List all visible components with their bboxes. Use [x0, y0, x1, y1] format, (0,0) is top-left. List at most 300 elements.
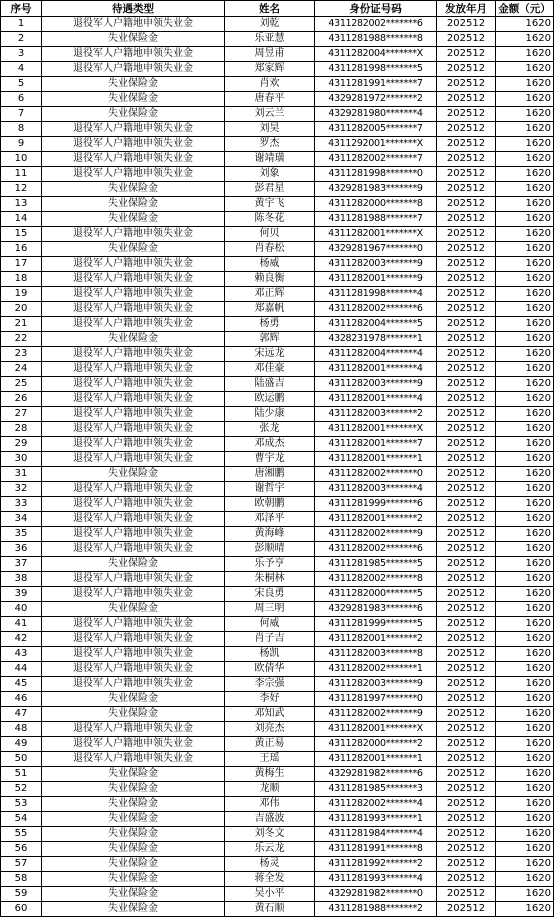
- cell-seq: 23: [1, 347, 42, 362]
- cell-name: 何威: [225, 617, 315, 632]
- cell-amount: 1620: [496, 452, 554, 467]
- cell-name: 彭君星: [225, 182, 315, 197]
- cell-pay-month: 202512: [437, 212, 496, 227]
- cell-benefit-type: 失业保险金: [42, 602, 225, 617]
- cell-pay-month: 202512: [437, 512, 496, 527]
- cell-seq: 28: [1, 422, 42, 437]
- table-row: [1, 692, 554, 707]
- cell-benefit-type: 退役军人户籍地申领失业金: [42, 47, 225, 62]
- cell-id-number: 4329281983*******6: [315, 602, 437, 617]
- cell-benefit-type: 退役军人户籍地申领失业金: [42, 152, 225, 167]
- cell-seq: 12: [1, 182, 42, 197]
- cell-id-number: 4311282002*******6: [315, 17, 437, 32]
- table-row: [1, 497, 554, 512]
- cell-benefit-type: 失业保险金: [42, 332, 225, 347]
- cell-id-number: 4311282002*******0: [315, 467, 437, 482]
- cell-benefit-type: 退役军人户籍地申领失业金: [42, 587, 225, 602]
- cell-id-number: 4311292001*******X: [315, 137, 437, 152]
- cell-id-number: 4311282002*******9: [315, 707, 437, 722]
- cell-id-number: 4329281967*******0: [315, 242, 437, 257]
- table-row: [1, 857, 554, 872]
- cell-benefit-type: 退役军人户籍地申领失业金: [42, 227, 225, 242]
- cell-pay-month: 202512: [437, 677, 496, 692]
- table-row: [1, 737, 554, 752]
- cell-benefit-type: 退役军人户籍地申领失业金: [42, 527, 225, 542]
- table-row: [1, 17, 554, 32]
- table-row: [1, 797, 554, 812]
- cell-seq: 27: [1, 407, 42, 422]
- cell-name: 邓泽平: [225, 512, 315, 527]
- cell-benefit-type: 失业保险金: [42, 707, 225, 722]
- table-row: [1, 617, 554, 632]
- cell-pay-month: 202512: [437, 482, 496, 497]
- cell-name: 陈冬花: [225, 212, 315, 227]
- cell-id-number: 4311282004*******4: [315, 347, 437, 362]
- cell-id-number: 4311282001*******4: [315, 362, 437, 377]
- table-row: [1, 662, 554, 677]
- cell-name: 唐湘鹏: [225, 467, 315, 482]
- cell-seq: 56: [1, 842, 42, 857]
- cell-amount: 1620: [496, 887, 554, 902]
- cell-seq: 18: [1, 272, 42, 287]
- table-row: [1, 257, 554, 272]
- table-row: [1, 377, 554, 392]
- header-benefit-type: 待遇类型: [42, 1, 225, 17]
- cell-pay-month: 202512: [437, 572, 496, 587]
- cell-id-number: 4311281984*******4: [315, 827, 437, 842]
- table-row: [1, 62, 554, 77]
- cell-amount: 1620: [496, 827, 554, 842]
- cell-seq: 32: [1, 482, 42, 497]
- cell-name: 李好: [225, 692, 315, 707]
- cell-pay-month: 202512: [437, 437, 496, 452]
- cell-name: 肖春松: [225, 242, 315, 257]
- cell-amount: 1620: [496, 62, 554, 77]
- cell-benefit-type: 退役军人户籍地申领失业金: [42, 407, 225, 422]
- cell-id-number: 4311281999*******6: [315, 497, 437, 512]
- cell-seq: 25: [1, 377, 42, 392]
- cell-id-number: 4311282001*******7: [315, 437, 437, 452]
- cell-id-number: 4311282004*******X: [315, 47, 437, 62]
- cell-pay-month: 202512: [437, 902, 496, 917]
- table-row: [1, 332, 554, 347]
- cell-amount: 1620: [496, 902, 554, 917]
- cell-pay-month: 202512: [437, 497, 496, 512]
- cell-seq: 50: [1, 752, 42, 767]
- cell-pay-month: 202512: [437, 182, 496, 197]
- cell-pay-month: 202512: [437, 647, 496, 662]
- cell-benefit-type: 退役军人户籍地申领失业金: [42, 422, 225, 437]
- cell-benefit-type: 失业保险金: [42, 92, 225, 107]
- cell-id-number: 4311282003*******9: [315, 257, 437, 272]
- cell-id-number: 4311282001*******2: [315, 632, 437, 647]
- cell-seq: 49: [1, 737, 42, 752]
- cell-seq: 13: [1, 197, 42, 212]
- cell-name: 刘亮杰: [225, 722, 315, 737]
- cell-seq: 51: [1, 767, 42, 782]
- cell-id-number: 4311282000*******5: [315, 587, 437, 602]
- cell-pay-month: 202512: [437, 167, 496, 182]
- cell-name: 黄石顺: [225, 902, 315, 917]
- cell-amount: 1620: [496, 362, 554, 377]
- cell-benefit-type: 退役军人户籍地申领失业金: [42, 362, 225, 377]
- cell-name: 杨勇: [225, 317, 315, 332]
- cell-benefit-type: 退役军人户籍地申领失业金: [42, 662, 225, 677]
- cell-name: 宋良勇: [225, 587, 315, 602]
- cell-amount: 1620: [496, 692, 554, 707]
- cell-id-number: 4311281988*******2: [315, 902, 437, 917]
- table-row: [1, 467, 554, 482]
- cell-pay-month: 202512: [437, 197, 496, 212]
- cell-id-number: 4311281991*******8: [315, 842, 437, 857]
- cell-pay-month: 202512: [437, 707, 496, 722]
- cell-seq: 41: [1, 617, 42, 632]
- table-row: [1, 317, 554, 332]
- cell-pay-month: 202512: [437, 392, 496, 407]
- cell-id-number: 4311281997*******0: [315, 692, 437, 707]
- cell-id-number: 4311281992*******2: [315, 857, 437, 872]
- table-row: [1, 707, 554, 722]
- cell-amount: 1620: [496, 47, 554, 62]
- table-row: [1, 302, 554, 317]
- cell-benefit-type: 退役军人户籍地申领失业金: [42, 752, 225, 767]
- cell-name: 肖子吉: [225, 632, 315, 647]
- cell-pay-month: 202512: [437, 107, 496, 122]
- cell-amount: 1620: [496, 572, 554, 587]
- cell-name: 罗杰: [225, 137, 315, 152]
- table-row: [1, 887, 554, 902]
- cell-id-number: 4311282004*******5: [315, 317, 437, 332]
- cell-seq: 10: [1, 152, 42, 167]
- cell-benefit-type: 失业保险金: [42, 842, 225, 857]
- cell-name: 乐云龙: [225, 842, 315, 857]
- cell-amount: 1620: [496, 482, 554, 497]
- table-row: [1, 122, 554, 137]
- cell-id-number: 4311281988*******7: [315, 212, 437, 227]
- cell-amount: 1620: [496, 512, 554, 527]
- cell-seq: 5: [1, 77, 42, 92]
- cell-id-number: 4311282003*******4: [315, 482, 437, 497]
- cell-seq: 17: [1, 257, 42, 272]
- cell-amount: 1620: [496, 152, 554, 167]
- cell-id-number: 4311281999*******5: [315, 617, 437, 632]
- cell-id-number: 4311281998*******4: [315, 287, 437, 302]
- cell-id-number: 4311282001*******1: [315, 752, 437, 767]
- cell-benefit-type: 失业保险金: [42, 812, 225, 827]
- cell-id-number: 4311282002*******6: [315, 542, 437, 557]
- cell-benefit-type: 退役军人户籍地申领失业金: [42, 452, 225, 467]
- cell-seq: 8: [1, 122, 42, 137]
- cell-pay-month: 202512: [437, 557, 496, 572]
- header-seq: 序号: [1, 1, 42, 17]
- cell-name: 邓佳豪: [225, 362, 315, 377]
- table-row: [1, 362, 554, 377]
- cell-benefit-type: 退役军人户籍地申领失业金: [42, 137, 225, 152]
- table-row: [1, 572, 554, 587]
- cell-id-number: 4328231978*******1: [315, 332, 437, 347]
- cell-benefit-type: 退役军人户籍地申领失业金: [42, 677, 225, 692]
- cell-pay-month: 202512: [437, 587, 496, 602]
- cell-pay-month: 202512: [437, 122, 496, 137]
- cell-amount: 1620: [496, 377, 554, 392]
- cell-amount: 1620: [496, 497, 554, 512]
- cell-benefit-type: 失业保险金: [42, 212, 225, 227]
- cell-benefit-type: 失业保险金: [42, 692, 225, 707]
- cell-pay-month: 202512: [437, 737, 496, 752]
- table-row: [1, 242, 554, 257]
- cell-pay-month: 202512: [437, 407, 496, 422]
- cell-pay-month: 202512: [437, 797, 496, 812]
- cell-amount: 1620: [496, 557, 554, 572]
- cell-seq: 37: [1, 557, 42, 572]
- cell-benefit-type: 失业保险金: [42, 872, 225, 887]
- cell-benefit-type: 退役军人户籍地申领失业金: [42, 377, 225, 392]
- cell-pay-month: 202512: [437, 242, 496, 257]
- cell-id-number: 4329281972*******2: [315, 92, 437, 107]
- cell-name: 宋远龙: [225, 347, 315, 362]
- cell-amount: 1620: [496, 392, 554, 407]
- cell-name: 彭顺晴: [225, 542, 315, 557]
- cell-id-number: 4311282001*******1: [315, 452, 437, 467]
- cell-benefit-type: 失业保险金: [42, 767, 225, 782]
- table-row: [1, 842, 554, 857]
- cell-name: 刘乾: [225, 17, 315, 32]
- cell-pay-month: 202512: [437, 422, 496, 437]
- cell-name: 黄梅生: [225, 767, 315, 782]
- table-row: [1, 647, 554, 662]
- cell-id-number: 4311282002*******6: [315, 302, 437, 317]
- cell-pay-month: 202512: [437, 662, 496, 677]
- cell-amount: 1620: [496, 77, 554, 92]
- cell-amount: 1620: [496, 272, 554, 287]
- cell-seq: 54: [1, 812, 42, 827]
- cell-seq: 20: [1, 302, 42, 317]
- cell-id-number: 4311281998*******5: [315, 62, 437, 77]
- cell-amount: 1620: [496, 212, 554, 227]
- cell-amount: 1620: [496, 197, 554, 212]
- cell-amount: 1620: [496, 812, 554, 827]
- cell-pay-month: 202512: [437, 452, 496, 467]
- table-row: [1, 752, 554, 767]
- cell-benefit-type: 退役军人户籍地申领失业金: [42, 437, 225, 452]
- cell-name: 何贝: [225, 227, 315, 242]
- cell-amount: 1620: [496, 842, 554, 857]
- cell-pay-month: 202512: [437, 137, 496, 152]
- table-row: [1, 542, 554, 557]
- table-row: [1, 182, 554, 197]
- cell-pay-month: 202512: [437, 887, 496, 902]
- cell-id-number: 4311281985*******5: [315, 557, 437, 572]
- cell-name: 唐春平: [225, 92, 315, 107]
- cell-name: 刘象: [225, 167, 315, 182]
- cell-seq: 9: [1, 137, 42, 152]
- cell-id-number: 4311282003*******8: [315, 647, 437, 662]
- header-id-number: 身份证号码: [315, 1, 437, 17]
- cell-amount: 1620: [496, 722, 554, 737]
- cell-seq: 19: [1, 287, 42, 302]
- cell-amount: 1620: [496, 752, 554, 767]
- cell-id-number: 4311281988*******8: [315, 32, 437, 47]
- cell-benefit-type: 失业保险金: [42, 902, 225, 917]
- cell-amount: 1620: [496, 737, 554, 752]
- cell-id-number: 4311282001*******X: [315, 422, 437, 437]
- table-row: [1, 137, 554, 152]
- cell-name: 吴小平: [225, 887, 315, 902]
- cell-amount: 1620: [496, 767, 554, 782]
- cell-pay-month: 202512: [437, 812, 496, 827]
- cell-amount: 1620: [496, 332, 554, 347]
- cell-name: 乐予亨: [225, 557, 315, 572]
- cell-amount: 1620: [496, 167, 554, 182]
- table-row: [1, 32, 554, 47]
- cell-id-number: 4311282002*******4: [315, 797, 437, 812]
- cell-amount: 1620: [496, 302, 554, 317]
- cell-seq: 47: [1, 707, 42, 722]
- cell-pay-month: 202512: [437, 272, 496, 287]
- cell-name: 邓知武: [225, 707, 315, 722]
- cell-seq: 11: [1, 167, 42, 182]
- cell-name: 周三明: [225, 602, 315, 617]
- cell-benefit-type: 退役军人户籍地申领失业金: [42, 167, 225, 182]
- cell-name: 邓正辉: [225, 287, 315, 302]
- cell-pay-month: 202512: [437, 152, 496, 167]
- cell-benefit-type: 失业保险金: [42, 107, 225, 122]
- table-row: [1, 602, 554, 617]
- cell-pay-month: 202512: [437, 17, 496, 32]
- cell-name: 王瑶: [225, 752, 315, 767]
- cell-seq: 30: [1, 452, 42, 467]
- cell-name: 刘昊: [225, 122, 315, 137]
- cell-amount: 1620: [496, 542, 554, 557]
- table-row: [1, 47, 554, 62]
- cell-seq: 44: [1, 662, 42, 677]
- cell-id-number: 4311282002*******8: [315, 572, 437, 587]
- cell-name: 杨灵: [225, 857, 315, 872]
- cell-name: 蒋全发: [225, 872, 315, 887]
- table-row: [1, 212, 554, 227]
- cell-amount: 1620: [496, 527, 554, 542]
- cell-benefit-type: 退役军人户籍地申领失业金: [42, 62, 225, 77]
- cell-benefit-type: 退役军人户籍地申领失业金: [42, 617, 225, 632]
- cell-amount: 1620: [496, 707, 554, 722]
- cell-seq: 43: [1, 647, 42, 662]
- cell-name: 朱桐林: [225, 572, 315, 587]
- cell-id-number: 4329281982*******6: [315, 767, 437, 782]
- cell-benefit-type: 失业保险金: [42, 857, 225, 872]
- cell-seq: 22: [1, 332, 42, 347]
- cell-amount: 1620: [496, 677, 554, 692]
- cell-benefit-type: 失业保险金: [42, 782, 225, 797]
- table-row: [1, 872, 554, 887]
- cell-seq: 40: [1, 602, 42, 617]
- cell-seq: 58: [1, 872, 42, 887]
- cell-name: 肖欢: [225, 77, 315, 92]
- table-row: [1, 77, 554, 92]
- cell-benefit-type: 退役军人户籍地申领失业金: [42, 482, 225, 497]
- table-row: [1, 107, 554, 122]
- cell-benefit-type: 退役军人户籍地申领失业金: [42, 497, 225, 512]
- cell-pay-month: 202512: [437, 287, 496, 302]
- cell-benefit-type: 失业保险金: [42, 77, 225, 92]
- cell-id-number: 4311282002*******7: [315, 152, 437, 167]
- cell-amount: 1620: [496, 782, 554, 797]
- cell-amount: 1620: [496, 617, 554, 632]
- cell-name: 刘云兰: [225, 107, 315, 122]
- cell-amount: 1620: [496, 287, 554, 302]
- cell-name: 郭辉: [225, 332, 315, 347]
- cell-pay-month: 202512: [437, 692, 496, 707]
- cell-pay-month: 202512: [437, 47, 496, 62]
- cell-amount: 1620: [496, 107, 554, 122]
- cell-seq: 24: [1, 362, 42, 377]
- cell-name: 黄海峰: [225, 527, 315, 542]
- cell-amount: 1620: [496, 587, 554, 602]
- cell-seq: 14: [1, 212, 42, 227]
- cell-seq: 38: [1, 572, 42, 587]
- header-pay-month: 发放年月: [437, 1, 496, 17]
- cell-amount: 1620: [496, 137, 554, 152]
- cell-id-number: 4311282000*******2: [315, 737, 437, 752]
- cell-name: 郑家辉: [225, 62, 315, 77]
- table-row: [1, 632, 554, 647]
- table-row: [1, 767, 554, 782]
- cell-name: 郑嘉帆: [225, 302, 315, 317]
- cell-pay-month: 202512: [437, 332, 496, 347]
- cell-name: 赖良衡: [225, 272, 315, 287]
- cell-amount: 1620: [496, 17, 554, 32]
- table-row: [1, 392, 554, 407]
- cell-name: 曹宇龙: [225, 452, 315, 467]
- cell-pay-month: 202512: [437, 302, 496, 317]
- cell-seq: 7: [1, 107, 42, 122]
- cell-seq: 26: [1, 392, 42, 407]
- table-row: [1, 482, 554, 497]
- cell-amount: 1620: [496, 122, 554, 137]
- table-row: [1, 272, 554, 287]
- cell-benefit-type: 失业保险金: [42, 197, 225, 212]
- cell-pay-month: 202512: [437, 632, 496, 647]
- cell-name: 龙顺: [225, 782, 315, 797]
- cell-benefit-type: 退役军人户籍地申领失业金: [42, 287, 225, 302]
- cell-id-number: 4311282003*******9: [315, 677, 437, 692]
- cell-name: 邓伟: [225, 797, 315, 812]
- cell-id-number: 4329281983*******9: [315, 182, 437, 197]
- cell-amount: 1620: [496, 467, 554, 482]
- cell-benefit-type: 退役军人户籍地申领失业金: [42, 632, 225, 647]
- cell-name: 黄宇飞: [225, 197, 315, 212]
- cell-amount: 1620: [496, 257, 554, 272]
- cell-pay-month: 202512: [437, 857, 496, 872]
- cell-id-number: 4329281982*******0: [315, 887, 437, 902]
- cell-benefit-type: 失业保险金: [42, 887, 225, 902]
- cell-amount: 1620: [496, 647, 554, 662]
- cell-name: 欧倩华: [225, 662, 315, 677]
- cell-pay-month: 202512: [437, 317, 496, 332]
- cell-pay-month: 202512: [437, 362, 496, 377]
- table-row: [1, 722, 554, 737]
- cell-benefit-type: 退役军人户籍地申领失业金: [42, 302, 225, 317]
- cell-seq: 39: [1, 587, 42, 602]
- table-row: [1, 512, 554, 527]
- cell-pay-month: 202512: [437, 77, 496, 92]
- cell-benefit-type: 退役军人户籍地申领失业金: [42, 122, 225, 137]
- cell-id-number: 4311282003*******2: [315, 407, 437, 422]
- cell-seq: 45: [1, 677, 42, 692]
- cell-amount: 1620: [496, 632, 554, 647]
- cell-seq: 35: [1, 527, 42, 542]
- cell-id-number: 4311282001*******2: [315, 512, 437, 527]
- table-row: [1, 347, 554, 362]
